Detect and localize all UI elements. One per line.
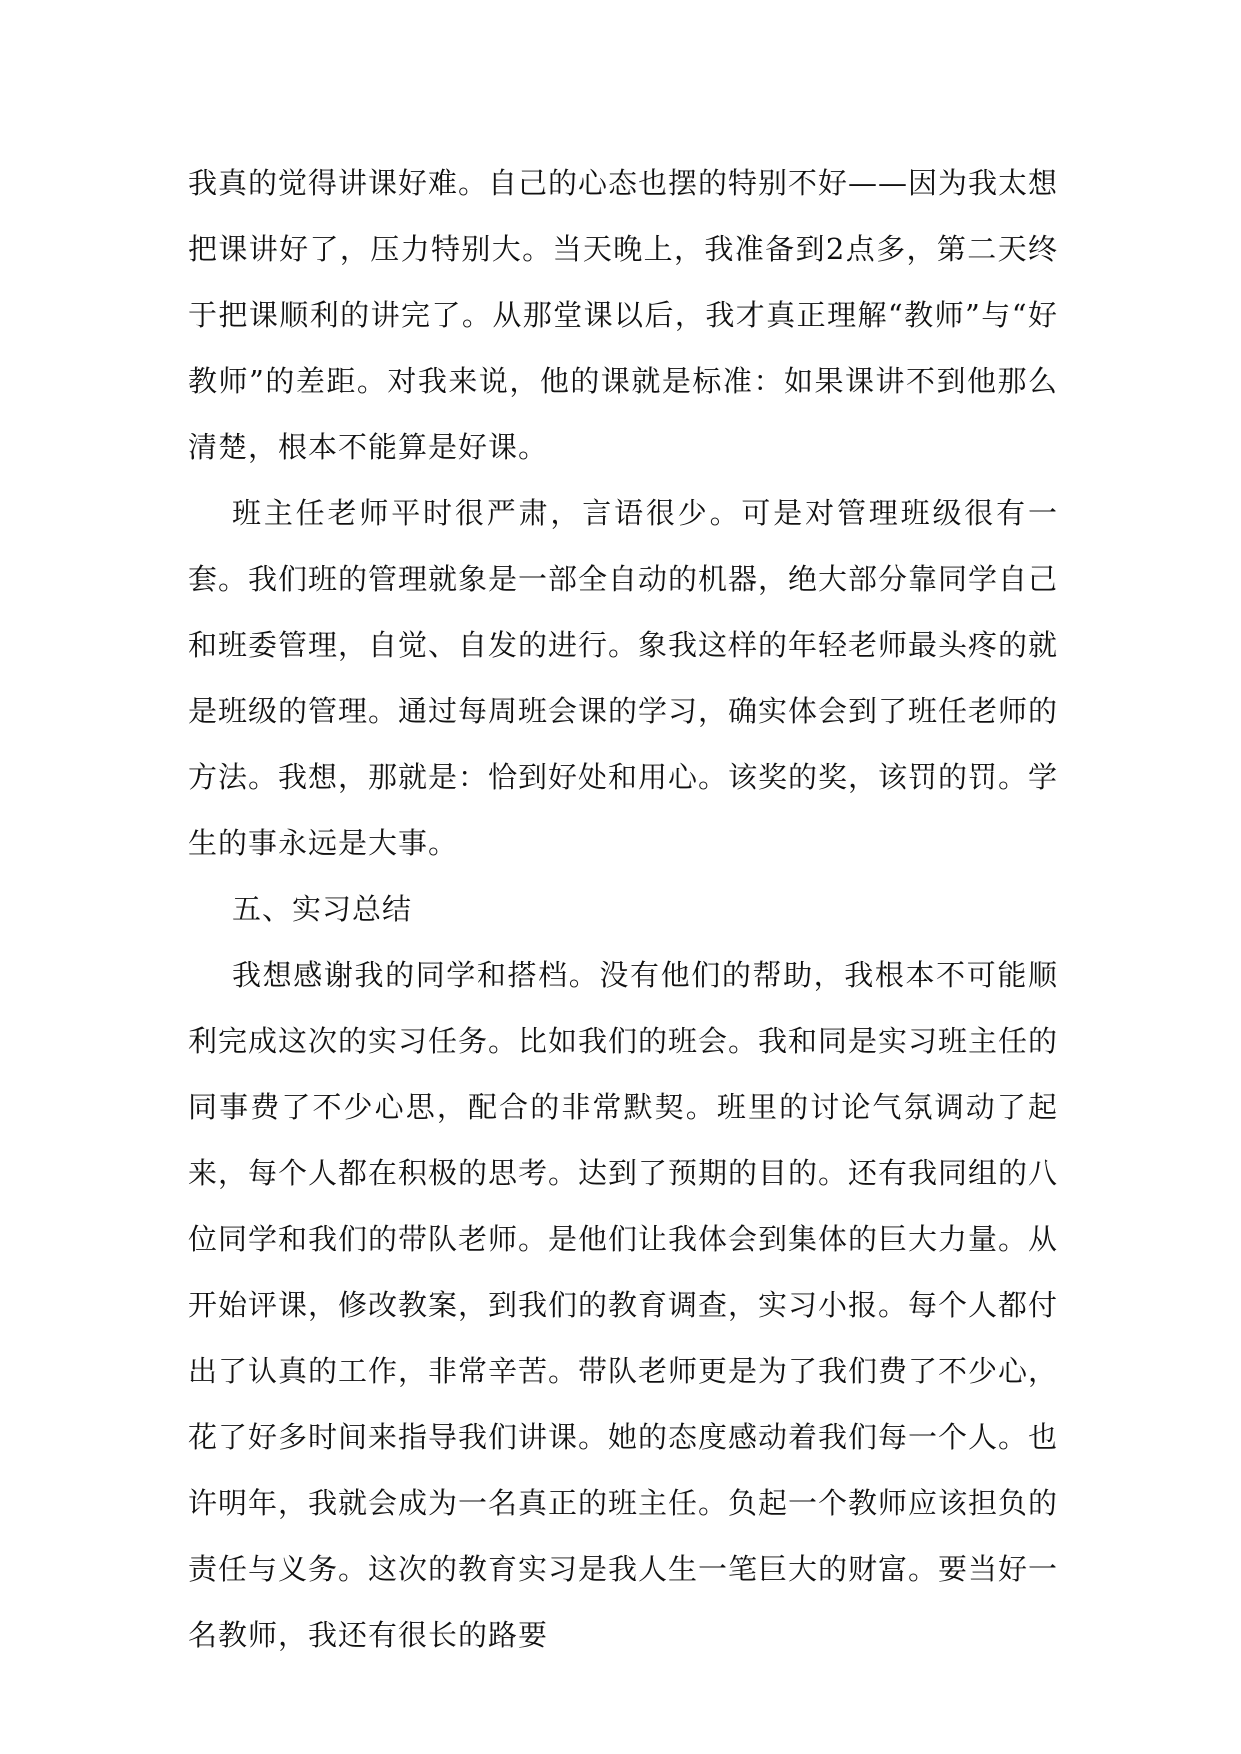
paragraph-thanks: 我想感谢我的同学和搭档。没有他们的帮助，我根本不可能顺利完成这次的实习任务。比如我们的班会。我和同是实习班主任的同事费了不少心思，配合的非常默契。班里的讨论气氛调动了起来，每个人都在积极的思考。达到了预期的目的。还有我同组的八位同学和我们的带队老师。是他们让我体会到集体的巨大力量。从开始评课，修改教案，到我们的教育调查，实习小报。每个人都付出了认真的工作，非常辛苦。带队老师更是为了我们费了不少心，花了好多时间来指导我们讲课。她的态度感动着我们每一个人。也许明年，我就会成为一名真正的班主任。负起一个教师应该担负的责任与义务。这次的教育实习是我人生一笔巨大的财富。要当好一名教师，我还有很长的路要 [188, 958, 1059, 1652]
section-heading-internship-summary: 五、实习总结 [232, 892, 413, 926]
paragraph-class-teacher: 班主任老师平时很严肃，言语很少。可是对管理班级很有一套。我们班的管理就象是一部全自动的机器，绝大部分靠同学自己和班委管理，自觉、自发的进行。象我这样的年轻老师最头疼的就是班级的管理。通过每周班会课的学习，确实体会到了班任老师的方法。我想，那就是：恰到好处和用心。该奖的奖，该罚的罚。学生的事永远是大事。 [188, 496, 1059, 860]
paragraph-continued: 我真的觉得讲课好难。自己的心态也摆的特别不好——因为我太想把课讲好了，压力特别大。当天晚上，我准备到2点多，第二天终于把课顺利的讲完了。从那堂课以后，我才真正理解“教师”与“好教师”的差距。对我来说，他的课就是标准：如果课讲不到他那么清楚，根本不能算是好课。 [188, 166, 1059, 464]
document-body [188, 150, 1058, 1668]
